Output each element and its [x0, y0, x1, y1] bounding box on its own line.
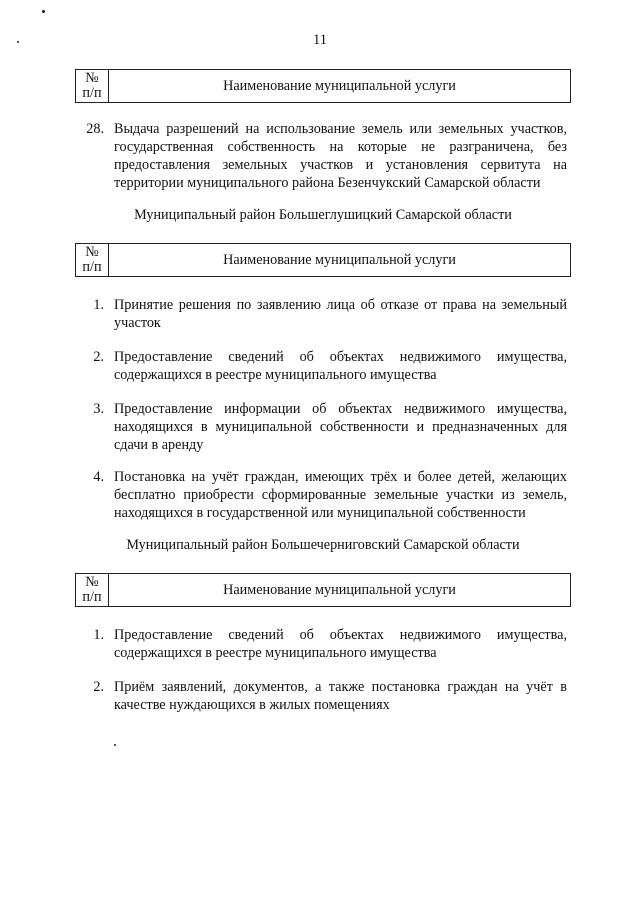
item-number: 1.	[93, 627, 104, 643]
table-header-name-cell: Наименование муниципальной услуги	[223, 251, 456, 268]
item-text: Постановка на учёт граждан, имеющих трёх и более детей, желающих бесплатно приобрести сформированные земельные участки из земель, находящихся в государственной или муниципальной собственности	[114, 469, 567, 521]
table-header-number-label: п/п	[82, 589, 102, 605]
table-header	[75, 573, 571, 607]
list-item	[80, 400, 567, 454]
item-number: 2.	[93, 679, 104, 695]
item-text: Выдача разрешений на использование земель или земельных участков, государственная собственность на которые не разграничена, без предоставления земельных участков и установления сервитута на территории муниципального района Безенчукский Самарской области	[114, 121, 567, 191]
item-text: Предоставление сведений об объектах недвижимого имущества, содержащихся в реестре муниципального имущества	[114, 627, 567, 661]
table-header-number-label: п/п	[82, 85, 102, 101]
item-text: Предоставление информации об объектах недвижимого имущества, находящихся в муниципальной собственности и предназначенных для сдачи в аренду	[114, 401, 567, 453]
list-item	[80, 468, 567, 522]
list-item	[80, 626, 567, 662]
item-number: 3.	[93, 401, 104, 417]
item-number: 1.	[93, 297, 104, 313]
table-header-number-label: №	[85, 574, 99, 590]
table-header-number-label: №	[85, 244, 99, 260]
table-header	[75, 243, 571, 277]
list-item	[80, 678, 567, 714]
scan-speck	[42, 10, 45, 13]
table-header	[75, 69, 571, 103]
table-header-name-cell: Наименование муниципальной услуги	[223, 77, 456, 94]
list-item	[80, 120, 567, 192]
table-header-name-cell: Наименование муниципальной услуги	[223, 581, 456, 598]
section-heading: Муниципальный район Большеглушицкий Самарской области	[134, 207, 512, 223]
list-item	[80, 348, 567, 384]
table-header-number-cell	[76, 574, 109, 606]
item-number: 4.	[93, 469, 104, 485]
item-text: Предоставление сведений об объектах недвижимого имущества, содержащихся в реестре муниципального имущества	[114, 349, 567, 383]
item-number: 2.	[93, 349, 104, 365]
table-header-number-label: №	[85, 70, 99, 86]
page-number: 11	[313, 32, 327, 48]
table-header-number-label: п/п	[82, 259, 102, 275]
section-heading: Муниципальный район Большечерниговский Самарской области	[126, 537, 520, 553]
table-header-number-cell	[76, 70, 109, 102]
item-text: Принятие решения по заявлению лица об отказе от права на земельный участок	[114, 297, 567, 331]
table-header-number-cell	[76, 244, 109, 276]
item-text: Приём заявлений, документов, а также постановка граждан на учёт в качестве нуждающихся в жилых помещениях	[114, 679, 567, 713]
scan-speck	[114, 744, 116, 746]
item-number: 28.	[86, 121, 104, 137]
list-item	[80, 296, 567, 332]
